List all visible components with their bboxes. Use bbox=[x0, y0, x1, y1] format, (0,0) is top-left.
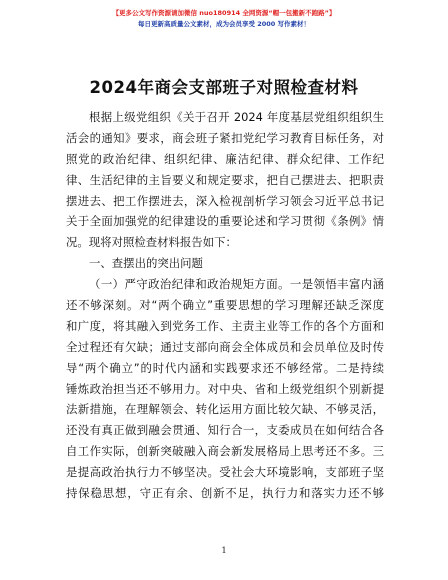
section-heading: 一、查摆出的突出问题 bbox=[89, 256, 203, 271]
header-banner bbox=[0, 8, 448, 30]
body-line: 法新措施，在理解领会、转化运用方面比较欠缺、不够灵活， bbox=[66, 402, 384, 417]
body-line: （一）严守政治纪律和政治规矩方面。一是领悟丰富内涵 bbox=[89, 277, 384, 292]
body-line: 律、生活纪律的主旨要义和规定要求，把自己摆进去、把职责 bbox=[66, 172, 384, 187]
body-line: 是提高政治执行力不够坚决。受社会大环境影响，支部班子坚 bbox=[66, 465, 384, 480]
body-line: 还没有真正做到融会贯通、知行合一，支委成员在如何结合各 bbox=[66, 423, 384, 438]
document-title: 2024年商会支部班子对照检查材料 bbox=[89, 78, 359, 97]
document-body bbox=[66, 107, 384, 504]
body-line: 活会的通知》要求，商会班子紧扣党纪学习教育目标任务，对 bbox=[66, 130, 384, 145]
banner-line-1: 【更多公文写作资源请加微信 nuo180914 全网资源“帽一包搬新不跑路”】 bbox=[112, 9, 336, 17]
page-number: 1 bbox=[221, 546, 227, 555]
body-line: 锤炼政治担当还不够用力。对中央、省和上级党组织个别新提 bbox=[66, 381, 384, 396]
body-line: 还不够深刻。对“两个确立”重要思想的学习理解还缺乏深度 bbox=[66, 298, 384, 313]
body-line: 况。现将对照检查材料报告如下： bbox=[66, 235, 237, 250]
body-line: 全过程还有欠缺；通过支部向商会全体成员和会员单位及时传 bbox=[66, 339, 384, 354]
body-line: 根据上级党组织《关于召开 2024 年度基层党组织组织生 bbox=[89, 110, 384, 124]
body-line: 摆进去、把工作摆进去，深入检视剖析学习领会习近平总书记 bbox=[66, 193, 384, 208]
body-line: 自工作实际，创新突破融入商会新发展格局上思考还不多。三 bbox=[66, 444, 384, 459]
body-line: 持保稳思想，守正有余、创新不足，执行力和落实力还不够 bbox=[66, 486, 384, 501]
body-line: 关于全面加强党的纪律建设的重要论述和学习贯彻《条例》情 bbox=[66, 214, 384, 229]
body-line: 照党的政治纪律、组织纪律、廉洁纪律、群众纪律、工作纪 bbox=[66, 151, 384, 166]
body-line: 导“两个确立”的时代内涵和实践要求还不够经常。二是持续 bbox=[66, 360, 384, 375]
body-line: 和广度，将其融入到党务工作、主责主业等工作的各个方面和 bbox=[66, 318, 384, 333]
banner-line-2: 每日更新高质量公文素材，成为会员享受 2000 写作素材！ bbox=[137, 20, 311, 28]
